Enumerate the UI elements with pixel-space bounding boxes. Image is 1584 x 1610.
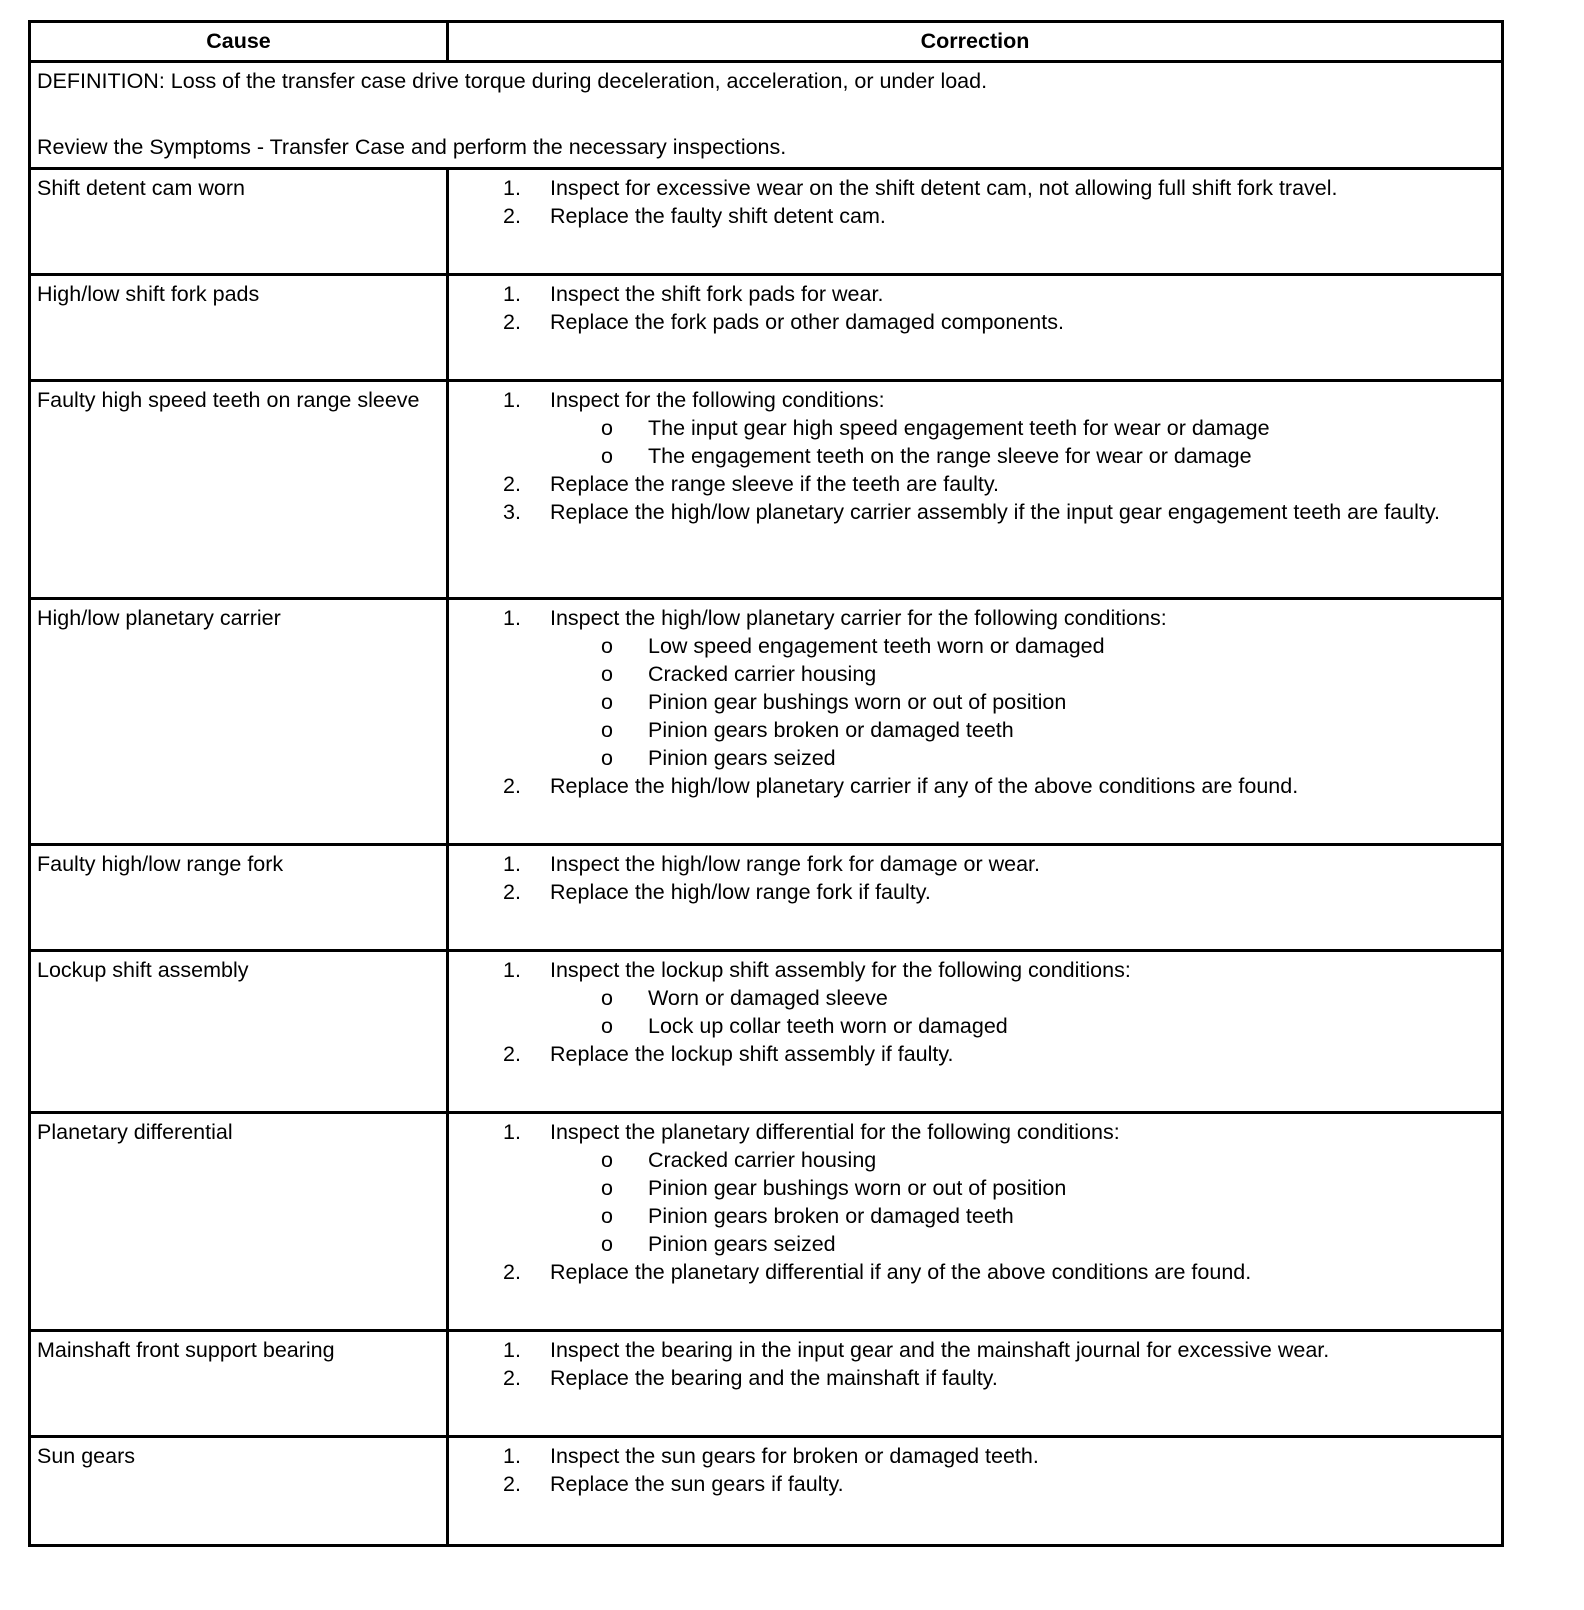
step-number: 1. [503, 852, 521, 876]
step-text: Replace the lockup shift assembly if faulty. [550, 1042, 954, 1066]
correction-cell [449, 1114, 1501, 1329]
table-row [31, 170, 1501, 276]
table-row [31, 1438, 1501, 1544]
correction-step [455, 1442, 1495, 1470]
step-text: Inspect the lockup shift assembly for the following conditions: [550, 958, 1131, 982]
step-number: 2. [503, 1366, 521, 1390]
bullet-icon: o [601, 1014, 613, 1038]
correction-cell [449, 1332, 1501, 1435]
step-number: 2. [503, 1472, 521, 1496]
correction-step [455, 956, 1495, 984]
sub-condition-text: Pinion gears seized [648, 1232, 836, 1256]
step-text: Inspect the high/low planetary carrier for the following conditions: [550, 606, 1167, 630]
sub-condition-text: Cracked carrier housing [648, 1148, 877, 1172]
step-number: 1. [503, 958, 521, 982]
sub-condition [455, 716, 1495, 744]
header-correction: Correction [920, 29, 1030, 53]
cause-cell: Faulty high/low range fork [31, 846, 449, 949]
step-text: Replace the range sleeve if the teeth are faulty. [550, 472, 999, 496]
step-number: 2. [503, 204, 521, 228]
step-number: 1. [503, 1444, 521, 1468]
correction-step [455, 498, 1495, 526]
bullet-icon: o [601, 690, 613, 714]
cause-cell: Mainshaft front support bearing [31, 1332, 449, 1435]
bullet-icon: o [601, 1204, 613, 1228]
sub-condition-text: Pinion gears broken or damaged teeth [648, 718, 1014, 742]
step-text: Inspect the sun gears for broken or damaged teeth. [550, 1444, 1039, 1468]
sub-condition [455, 1202, 1495, 1230]
step-number: 1. [503, 176, 521, 200]
correction-step [455, 202, 1495, 230]
table-row [31, 1114, 1501, 1332]
review-text: Review the Symptoms - Transfer Case and perform the necessary inspections. [37, 135, 787, 159]
sub-condition [455, 1174, 1495, 1202]
table-row [31, 846, 1501, 952]
table-row [31, 276, 1501, 382]
definition-cell [31, 63, 993, 167]
sub-condition-text: Pinion gear bushings worn or out of position [648, 1176, 1067, 1200]
correction-cell [449, 382, 1501, 597]
cause-cell: Sun gears [31, 1438, 449, 1544]
step-number: 2. [503, 310, 521, 334]
cause-cell: Planetary differential [31, 1114, 449, 1329]
cause-cell: High/low planetary carrier [31, 600, 449, 843]
sub-condition [455, 442, 1495, 470]
definition-text: DEFINITION: Loss of the transfer case drive torque during deceleration, acceleration, or under load. [37, 69, 988, 93]
step-text: Replace the high/low planetary carrier assembly if the input gear engagement teeth are faulty. [550, 500, 1440, 524]
correction-step [455, 878, 1495, 906]
bullet-icon: o [601, 718, 613, 742]
step-number: 2. [503, 774, 521, 798]
step-number: 1. [503, 1120, 521, 1144]
step-number: 3. [503, 500, 521, 524]
correction-step [455, 308, 1495, 336]
correction-step [455, 1336, 1495, 1364]
correction-step [455, 470, 1495, 498]
sub-condition [455, 414, 1495, 442]
bullet-icon: o [601, 634, 613, 658]
bullet-icon: o [601, 986, 613, 1010]
correction-step [455, 280, 1495, 308]
correction-step [455, 174, 1495, 202]
sub-condition-text: Lock up collar teeth worn or damaged [648, 1014, 1008, 1038]
step-number: 1. [503, 606, 521, 630]
sub-condition [455, 984, 1495, 1012]
correction-cell [449, 276, 1501, 379]
cause-cell: High/low shift fork pads [31, 276, 449, 379]
step-text: Replace the high/low planetary carrier if any of the above conditions are found. [550, 774, 1299, 798]
correction-step [455, 850, 1495, 878]
sub-condition-text: Pinion gears broken or damaged teeth [648, 1204, 1014, 1228]
bullet-icon: o [601, 746, 613, 770]
table-header-row [31, 23, 1501, 63]
correction-step [455, 604, 1495, 632]
sub-condition-text: The input gear high speed engagement teeth for wear or damage [648, 416, 1270, 440]
step-number: 1. [503, 1338, 521, 1362]
correction-cell [449, 1438, 1501, 1544]
table-row [31, 382, 1501, 600]
step-text: Inspect the shift fork pads for wear. [550, 282, 884, 306]
header-cause: Cause [31, 23, 449, 60]
step-number: 2. [503, 1042, 521, 1066]
sub-condition-text: Pinion gears seized [648, 746, 836, 770]
bullet-icon: o [601, 662, 613, 686]
correction-cell [449, 170, 1501, 273]
correction-step [455, 1118, 1495, 1146]
step-text: Replace the fork pads or other damaged components. [550, 310, 1064, 334]
correction-cell [449, 952, 1501, 1111]
sub-condition [455, 744, 1495, 772]
bullet-icon: o [601, 1148, 613, 1172]
sub-condition [455, 660, 1495, 688]
sub-condition [455, 1012, 1495, 1040]
diagnostic-table [28, 20, 1504, 1547]
step-text: Replace the sun gears if faulty. [550, 1472, 844, 1496]
correction-step [455, 1040, 1495, 1068]
table-row [31, 1332, 1501, 1438]
correction-cell [449, 600, 1501, 843]
step-number: 1. [503, 388, 521, 412]
bullet-icon: o [601, 1176, 613, 1200]
step-number: 2. [503, 472, 521, 496]
step-text: Inspect the high/low range fork for damage or wear. [550, 852, 1040, 876]
cause-cell: Lockup shift assembly [31, 952, 449, 1111]
cause-cell: Faulty high speed teeth on range sleeve [31, 382, 449, 597]
sub-condition [455, 688, 1495, 716]
sub-condition-text: Low speed engagement teeth worn or damaged [648, 634, 1105, 658]
step-text: Inspect the bearing in the input gear and the mainshaft journal for excessive wear. [550, 1338, 1330, 1362]
sub-condition-text: Worn or damaged sleeve [648, 986, 888, 1010]
cause-cell: Shift detent cam worn [31, 170, 449, 273]
correction-step [455, 1470, 1495, 1498]
correction-step [455, 772, 1495, 800]
correction-step [455, 1364, 1495, 1392]
step-text: Inspect for the following conditions: [550, 388, 885, 412]
step-text: Replace the planetary differential if any of the above conditions are found. [550, 1260, 1252, 1284]
table-row [31, 952, 1501, 1114]
step-text: Inspect for excessive wear on the shift detent cam, not allowing full shift fork travel. [550, 176, 1338, 200]
sub-condition-text: Pinion gear bushings worn or out of position [648, 690, 1067, 714]
correction-cell [449, 846, 1501, 949]
step-number: 1. [503, 282, 521, 306]
bullet-icon: o [601, 416, 613, 440]
step-text: Replace the high/low range fork if faulty. [550, 880, 931, 904]
step-number: 2. [503, 1260, 521, 1284]
definition-row [31, 63, 1501, 170]
step-text: Replace the faulty shift detent cam. [550, 204, 886, 228]
bullet-icon: o [601, 444, 613, 468]
correction-step [455, 386, 1495, 414]
step-text: Inspect the planetary differential for the following conditions: [550, 1120, 1120, 1144]
bullet-icon: o [601, 1232, 613, 1256]
correction-step [455, 1258, 1495, 1286]
table-row [31, 600, 1501, 846]
sub-condition [455, 1230, 1495, 1258]
sub-condition-text: The engagement teeth on the range sleeve for wear or damage [648, 444, 1252, 468]
sub-condition-text: Cracked carrier housing [648, 662, 877, 686]
sub-condition [455, 632, 1495, 660]
step-text: Replace the bearing and the mainshaft if faulty. [550, 1366, 998, 1390]
step-number: 2. [503, 880, 521, 904]
sub-condition [455, 1146, 1495, 1174]
